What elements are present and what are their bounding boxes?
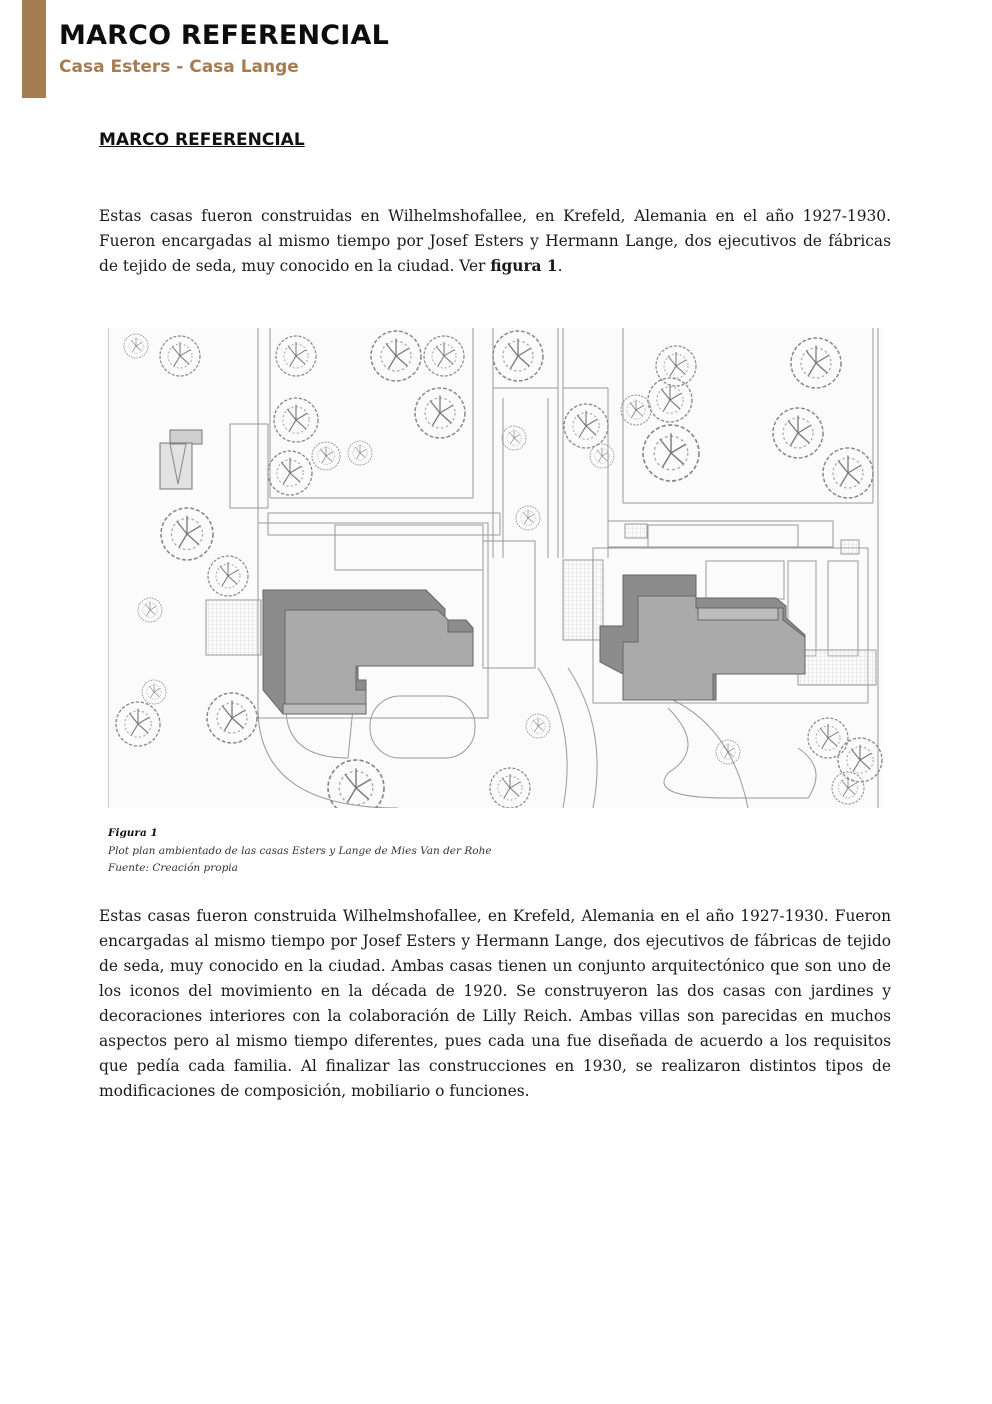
intro-text: Estas casas fueron construidas en Wilhelmshofallee, en Krefeld, Alemania en el año 1927-1930. Fueron encargadas al mismo tiempo por Josef Esters y Hermann Lange, dos ejecutivos de fábricas de tejido de seda, muy conocido en la ciudad. Ver [99,207,891,275]
site-plan-figure [108,328,884,808]
intro-paragraph [99,204,891,279]
body-paragraph: Estas casas fueron construida Wilhelmshofallee, en Krefeld, Alemania en el año 1927-1930. Fueron encargadas al mismo tiempo por Josef Esters y Hermann Lange, dos ejecutivos de fábricas de tejido de seda, muy conocido en la ciudad. Ambas casas tienen un conjunto arquitectónico que son uno de los iconos del movimiento en la década de 1920. Se construyeron las dos casas con jardines y decoraciones interiores con la colaboración de Lilly Reich. Ambas villas son parecidas en muchos aspectos pero al mismo tiempo diferentes, pues cada una fue diseñada de acuerdo a los requisitos que pedía cada familia. Al finalizar las construcciones en 1930, se realizaron distintos tipos de modificaciones de composición, mobiliario o funciones. [99,907,891,1100]
header-subtitle: Casa Esters - Casa Lange [59,57,299,77]
figure-source: Fuente: Creación propia [108,862,238,874]
header-accent-bar [22,0,46,98]
intro-text-end: . [557,257,563,275]
figure-label: Figura 1 [108,827,158,839]
figure-description: Plot plan ambientado de las casas Esters y Lange de Mies Van der Rohe [108,844,492,857]
section-title: MARCO REFERENCIAL [99,130,305,150]
header-title: MARCO REFERENCIAL [59,20,390,51]
figure-reference-link[interactable]: figura 1 [490,257,558,275]
figure-caption [108,825,492,878]
